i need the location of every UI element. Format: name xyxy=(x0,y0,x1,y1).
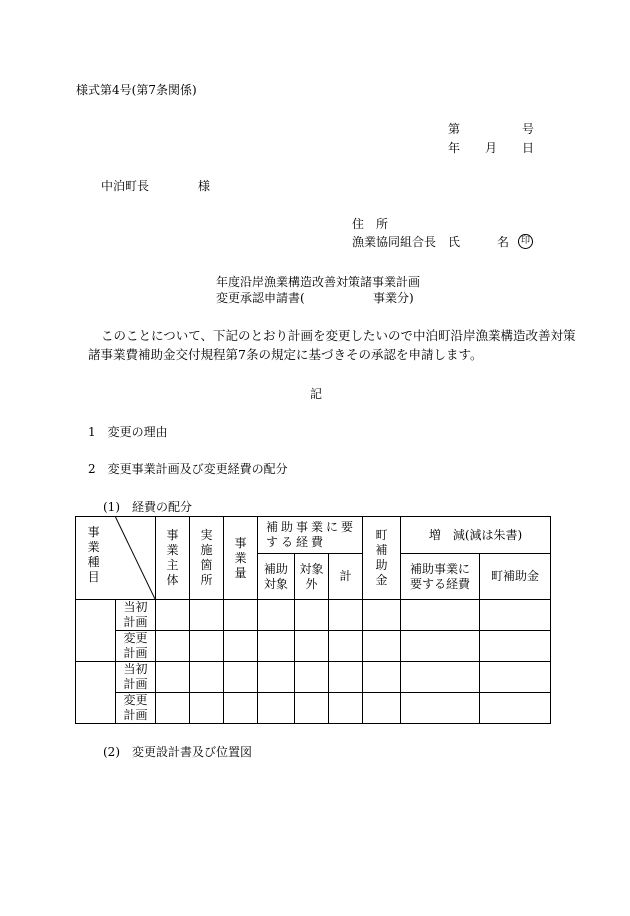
cell[interactable] xyxy=(224,693,258,724)
cell[interactable] xyxy=(294,693,329,724)
cell[interactable] xyxy=(258,600,295,631)
doc-number-dai: 第 xyxy=(448,122,461,136)
header-zogen: 増 減(減は朱書) xyxy=(401,517,551,554)
ki-label: 記 xyxy=(310,387,323,401)
header-jigyo-shumoku xyxy=(76,517,156,600)
row-label-tosho: 当初計画 xyxy=(116,662,156,693)
header-zogen-cho: 町補助金 xyxy=(480,554,551,600)
cell[interactable] xyxy=(294,662,329,693)
cell[interactable] xyxy=(329,693,363,724)
cell[interactable] xyxy=(258,662,295,693)
table-row xyxy=(76,693,551,724)
cell-shumoku[interactable] xyxy=(76,662,116,724)
cell[interactable] xyxy=(363,600,401,631)
cell[interactable] xyxy=(224,662,258,693)
cell[interactable] xyxy=(190,631,224,662)
title-line2-b: 事業分) xyxy=(373,291,414,305)
row-label-henko: 変更計画 xyxy=(116,631,156,662)
sub-item-1: (1) 経費の配分 xyxy=(103,500,192,514)
date-month: 月 xyxy=(485,141,498,155)
cell[interactable] xyxy=(480,693,551,724)
cell[interactable] xyxy=(156,662,190,693)
header-jigyo-ryo: 事業量 xyxy=(224,517,258,600)
applicant-org: 漁業協同組合長 xyxy=(352,235,437,249)
applicant-address-label: 住 所 xyxy=(352,217,389,231)
cell[interactable] xyxy=(156,693,190,724)
table-row xyxy=(76,662,551,693)
cell[interactable] xyxy=(258,693,295,724)
row-label-henko: 変更計画 xyxy=(116,693,156,724)
header-kei: 計 xyxy=(329,554,363,600)
date-year: 年 xyxy=(448,141,461,155)
seal-mark-text: 印 xyxy=(518,234,533,249)
table-row xyxy=(76,631,551,662)
item-2: 2 変更事業計画及び変更経費の配分 xyxy=(88,462,288,476)
cell[interactable] xyxy=(401,600,480,631)
header-jigyo-shutai: 事業主体 xyxy=(156,517,190,600)
expense-table xyxy=(75,516,551,724)
addressee-name: 中泊町長 xyxy=(101,179,150,193)
cell[interactable] xyxy=(329,600,363,631)
header-zogen-hojo: 補助事業に要する経費 xyxy=(401,554,480,600)
title-line1: 年度沿岸漁業構造改善対策諸事業計画 xyxy=(216,275,421,289)
header-jigyo-shumoku-text: 事業種目 xyxy=(87,525,100,584)
cell[interactable] xyxy=(258,631,295,662)
table-row xyxy=(76,600,551,631)
cell[interactable] xyxy=(480,631,551,662)
addressee-sama: 様 xyxy=(198,179,211,193)
form-reference: 様式第4号(第7条関係) xyxy=(76,83,197,97)
cell[interactable] xyxy=(294,631,329,662)
cell[interactable] xyxy=(224,600,258,631)
cell[interactable] xyxy=(190,693,224,724)
applicant-shi: 氏 xyxy=(448,235,461,249)
sub-item-2: (2) 変更設計書及び位置図 xyxy=(103,745,252,759)
row-label-tosho: 当初計画 xyxy=(116,600,156,631)
cell[interactable] xyxy=(190,662,224,693)
cell[interactable] xyxy=(401,662,480,693)
cell[interactable] xyxy=(156,631,190,662)
header-taisho-gai: 対象外 xyxy=(294,554,329,600)
header-hojo-keihi: 補助事業に要する経費 xyxy=(258,517,363,554)
cell[interactable] xyxy=(363,631,401,662)
cell[interactable] xyxy=(156,600,190,631)
cell[interactable] xyxy=(480,600,551,631)
item-1: 1 変更の理由 xyxy=(88,425,168,439)
header-jisshi-kasho: 実施箇所 xyxy=(190,517,224,600)
cell[interactable] xyxy=(329,631,363,662)
cell[interactable] xyxy=(190,600,224,631)
cell[interactable] xyxy=(224,631,258,662)
applicant-mei: 名 xyxy=(497,235,510,249)
cell[interactable] xyxy=(401,693,480,724)
cell[interactable] xyxy=(294,600,329,631)
cell[interactable] xyxy=(329,662,363,693)
header-cho-hojokin: 町補助金 xyxy=(363,517,401,600)
cell[interactable] xyxy=(363,662,401,693)
cell[interactable] xyxy=(363,693,401,724)
body-line1: このことについて、下記のとおり計画を変更したいので中泊町沿岸漁業構造改善対策 xyxy=(101,328,576,343)
title-line2-a: 変更承認申請書( xyxy=(216,291,305,305)
header-hojo-taisho: 補助対象 xyxy=(258,554,295,600)
cell[interactable] xyxy=(480,662,551,693)
date-day: 日 xyxy=(522,141,535,155)
doc-number-go: 号 xyxy=(522,122,535,136)
seal-mark xyxy=(518,234,533,249)
cell[interactable] xyxy=(401,631,480,662)
body-line2: 諸事業費補助金交付規程第7条の規定に基づきその承認を申請します。 xyxy=(88,347,483,362)
cell-shumoku[interactable] xyxy=(76,600,116,662)
